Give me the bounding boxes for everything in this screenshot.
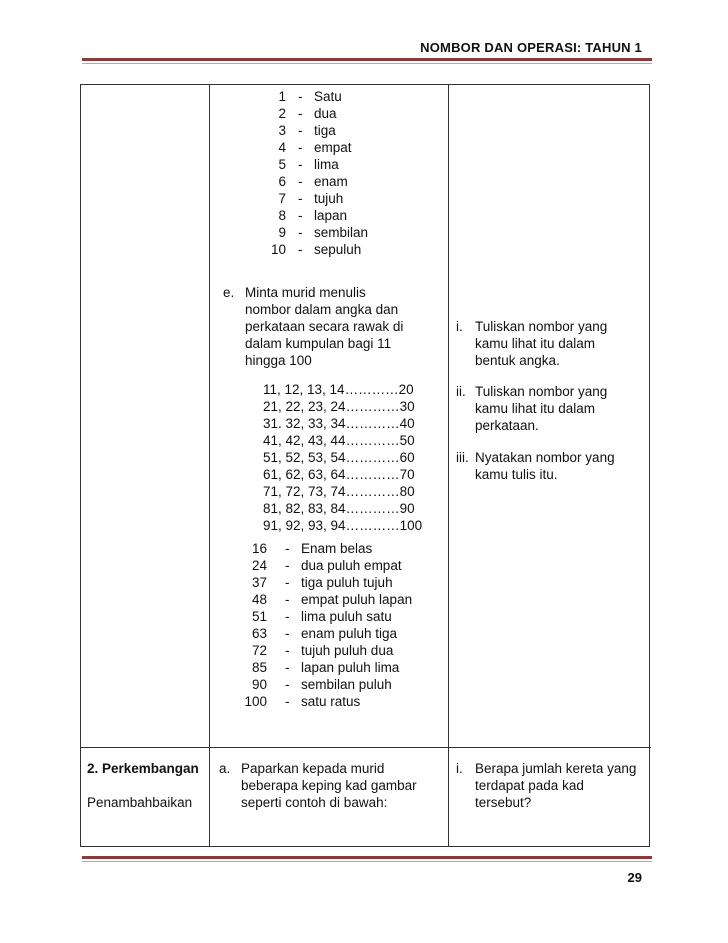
number-word: sembilan xyxy=(314,225,369,240)
number-word: tiga puluh tujuh xyxy=(301,575,393,590)
number-word: sembilan puluh xyxy=(301,677,392,692)
number-word: satu ratus xyxy=(301,694,361,709)
question-line: tersebut? xyxy=(475,795,532,810)
row-divider xyxy=(80,747,651,748)
question-line: kamu lihat itu dalam xyxy=(475,401,596,416)
number-numeral: 37 xyxy=(251,575,267,590)
sequence-line: 21, 22, 23, 24…………30 xyxy=(263,399,415,414)
column-divider-1 xyxy=(209,84,210,847)
number-dash: - xyxy=(285,609,290,624)
number-numeral: 9 xyxy=(278,225,286,240)
activity-line: Minta murid menulis xyxy=(245,285,366,300)
header-title: NOMBOR DAN OPERASI: TAHUN 1 xyxy=(420,40,642,55)
number-numeral: 24 xyxy=(251,558,267,573)
number-dash: - xyxy=(298,140,303,155)
number-numeral: 4 xyxy=(278,140,286,155)
question-line: Nyatakan nombor yang xyxy=(475,450,615,465)
number-word: Satu xyxy=(314,89,342,104)
number-dash: - xyxy=(285,643,290,658)
footer-rule-thin xyxy=(82,861,652,862)
number-word: dua xyxy=(314,106,337,121)
number-word: enam puluh tiga xyxy=(301,626,398,641)
number-dash: - xyxy=(298,123,303,138)
number-numeral: 90 xyxy=(251,677,267,692)
number-word: lima puluh satu xyxy=(301,609,392,624)
number-dash: - xyxy=(298,242,303,257)
number-dash: - xyxy=(298,89,303,104)
number-dash: - xyxy=(285,592,290,607)
number-word: lapan puluh lima xyxy=(301,660,400,675)
number-word: tiga xyxy=(314,123,336,138)
number-word: lapan xyxy=(314,208,348,223)
header-rule-thin xyxy=(82,63,652,64)
sequence-line: 81, 82, 83, 84…………90 xyxy=(263,501,415,516)
number-word: empat xyxy=(314,140,352,155)
question-line: Tuliskan nombor yang xyxy=(475,319,608,334)
number-numeral: 51 xyxy=(251,609,267,624)
number-numeral: 16 xyxy=(251,541,267,556)
number-word: sepuluh xyxy=(314,242,362,257)
number-word: Enam belas xyxy=(301,541,373,556)
number-dash: - xyxy=(298,208,303,223)
number-dash: - xyxy=(285,541,290,556)
number-word: tujuh puluh dua xyxy=(301,643,394,658)
sequence-line: 51, 52, 53, 54…………60 xyxy=(263,450,415,465)
number-numeral: 5 xyxy=(278,157,286,172)
number-word: lima xyxy=(314,157,339,172)
number-numeral: 100 xyxy=(244,694,267,709)
header-rule xyxy=(82,58,652,61)
activity-line: Paparkan kepada murid xyxy=(241,761,385,776)
substage-label: Penambahbaikan xyxy=(87,795,193,810)
number-dash: - xyxy=(285,694,290,709)
question-line: kamu tulis itu. xyxy=(475,467,558,482)
activity-line: nombor dalam angka dan xyxy=(245,302,399,317)
question-line: Tuliskan nombor yang xyxy=(475,384,608,399)
question-line: Berapa jumlah kereta yang xyxy=(475,761,637,776)
number-word: dua puluh empat xyxy=(301,558,402,573)
activity-line: perkataan secara rawak di xyxy=(245,319,404,334)
number-dash: - xyxy=(285,558,290,573)
question-line: kamu lihat itu dalam xyxy=(475,336,596,351)
sequence-line: 61, 62, 63, 64…………70 xyxy=(263,467,415,482)
activity-marker: e. xyxy=(223,285,235,300)
activity-line: dalam kumpulan bagi 11 xyxy=(245,336,392,351)
question-marker: ii. xyxy=(456,384,466,399)
activity-line: hingga 100 xyxy=(245,353,312,368)
number-numeral: 72 xyxy=(251,643,267,658)
number-word: enam xyxy=(314,174,348,189)
sequence-line: 41, 42, 43, 44…………50 xyxy=(263,433,415,448)
question-marker: iii. xyxy=(456,450,469,465)
activity-line: seperti contoh di bawah: xyxy=(241,795,388,810)
number-dash: - xyxy=(298,157,303,172)
footer-rule xyxy=(82,856,652,859)
sequence-line: 91, 92, 93, 94…………100 xyxy=(263,518,423,533)
question-line: perkataan. xyxy=(475,418,539,433)
stage-label: 2. Perkembangan xyxy=(87,761,199,776)
number-numeral: 63 xyxy=(251,626,267,641)
activity-line: beberapa keping kad gambar xyxy=(241,778,417,793)
sequence-line: 71, 72, 73, 74…………80 xyxy=(263,484,415,499)
number-word: empat puluh lapan xyxy=(301,592,413,607)
question-marker: i. xyxy=(456,761,463,776)
sequence-line: 11, 12, 13, 14…………20 xyxy=(263,382,414,397)
question-line: bentuk angka. xyxy=(475,353,560,368)
number-dash: - xyxy=(298,191,303,206)
page-number: 29 xyxy=(627,870,642,885)
number-numeral: 6 xyxy=(278,174,286,189)
number-dash: - xyxy=(285,575,290,590)
number-numeral: 3 xyxy=(278,123,286,138)
column-divider-2 xyxy=(448,84,449,847)
number-numeral: 1 xyxy=(278,89,286,104)
number-numeral: 2 xyxy=(278,106,286,121)
question-marker: i. xyxy=(456,319,463,334)
number-dash: - xyxy=(298,225,303,240)
question-line: terdapat pada kad xyxy=(475,778,584,793)
sequence-line: 31. 32, 33, 34…………40 xyxy=(263,416,415,431)
number-dash: - xyxy=(285,626,290,641)
activity-marker: a. xyxy=(219,761,231,776)
number-numeral: 10 xyxy=(270,242,286,257)
number-dash: - xyxy=(285,660,290,675)
number-dash: - xyxy=(298,106,303,121)
number-numeral: 8 xyxy=(278,208,286,223)
number-word: tujuh xyxy=(314,191,344,206)
number-dash: - xyxy=(298,174,303,189)
number-numeral: 85 xyxy=(251,660,267,675)
number-numeral: 48 xyxy=(251,592,267,607)
number-numeral: 7 xyxy=(278,191,286,206)
number-dash: - xyxy=(285,677,290,692)
